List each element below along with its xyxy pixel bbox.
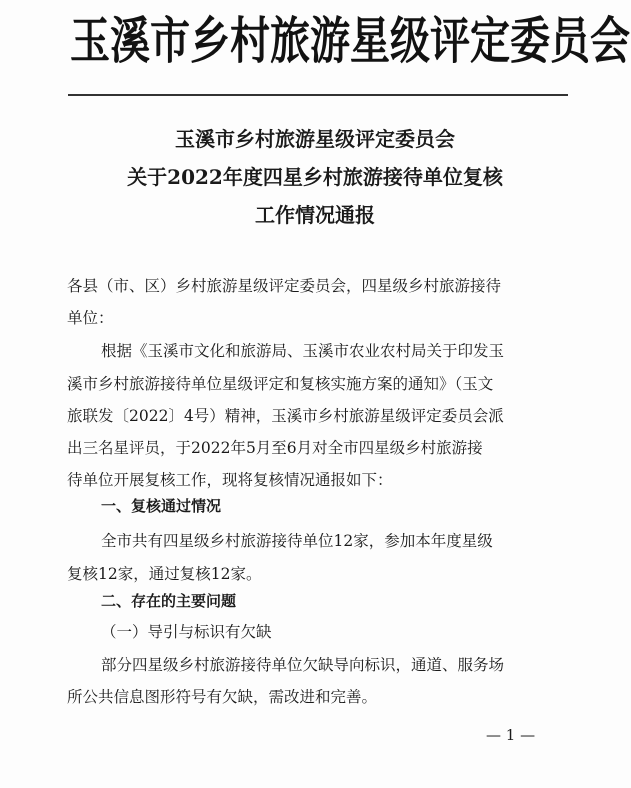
paragraph-1-line-5: 待单位开展复核工作，现将复核情况通报如下： bbox=[67, 471, 393, 489]
section-2-heading: 二、存在的主要问题 bbox=[101, 592, 237, 610]
paragraph-1-line-2: 溪市乡村旅游接待单位星级评定和复核实施方案的通知》（玉文 bbox=[67, 375, 494, 393]
document-title-line-2: 关于2022年度四星乡村旅游接待单位复核 bbox=[127, 165, 503, 189]
subsection-1-heading: （一）导引与标识有欠缺 bbox=[101, 623, 272, 641]
paragraph-1-line-1: 根据《玉溪市文化和旅游局、玉溪市农业农村局关于印发玉 bbox=[101, 342, 505, 360]
document-title-line-3: 工作情况通报 bbox=[255, 203, 375, 227]
letterhead-title: 玉溪市乡村旅游星级评定委员会 bbox=[70, 11, 630, 71]
page-number: — 1 — bbox=[486, 726, 536, 744]
paragraph-1-line-3: 旅联发〔2022〕4号）精神，玉溪市乡村旅游星级评定委员会派 bbox=[67, 407, 504, 425]
section-1-heading: 一、复核通过情况 bbox=[101, 497, 222, 515]
document-title-line-1: 玉溪市乡村旅游星级评定委员会 bbox=[175, 127, 455, 151]
header-divider bbox=[68, 94, 568, 96]
subsection-1-paragraph-line-2: 所公共信息图形符号有欠缺，需改进和完善。 bbox=[67, 688, 378, 706]
paragraph-1-line-4: 出三名星评员，于2022年5月至6月对全市四星级乡村旅游接 bbox=[67, 439, 483, 457]
salutation-line-2: 单位： bbox=[67, 309, 114, 327]
section-1-paragraph-line-1: 全市共有四星级乡村旅游接待单位12家，参加本年度星级 bbox=[101, 532, 493, 550]
section-1-paragraph-line-2: 复核12家，通过复核12家。 bbox=[67, 565, 262, 583]
subsection-1-paragraph-line-1: 部分四星级乡村旅游接待单位欠缺导向标识，通道、服务场 bbox=[101, 656, 505, 674]
salutation-line-1: 各县（市、区）乡村旅游星级评定委员会，四星级乡村旅游接待 bbox=[67, 277, 502, 295]
